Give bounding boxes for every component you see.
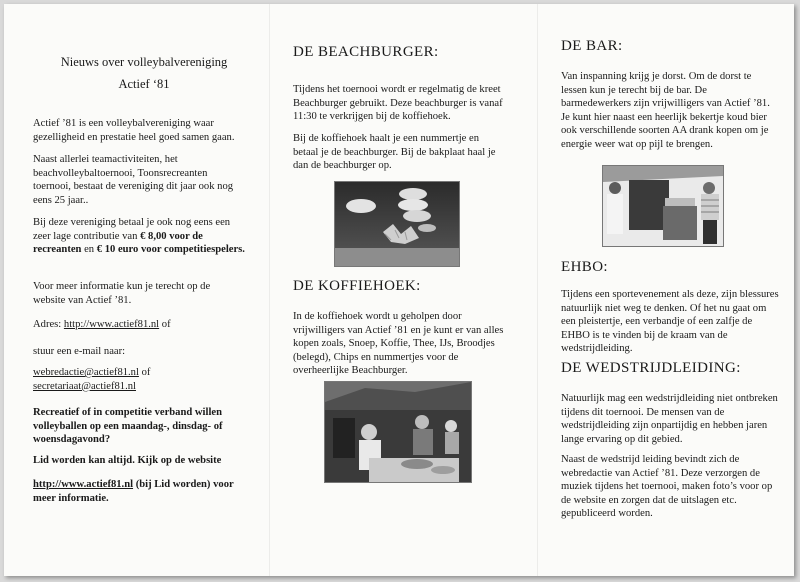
intro-bold-2: Lid worden kan altijd. Kijk op de website	[33, 455, 222, 466]
column-intro	[4, 4, 266, 576]
koffiehoek-image	[325, 382, 471, 482]
bar-paragraph: Van inspanning krijg je dorst. Om de dorst te lessen kun je terecht bij de bar. De barmedewerkers zijn vrijwilligers van Actief ’81. Je kunt hier naast een heerlijk bekertje koud bier ook verschillende soorten AA drank kopen om je energie weer wat op pijl te brengen.	[561, 71, 770, 150]
column-beachburger	[272, 4, 534, 576]
beachburger-paragraph-2: Bij de koffiehoek haalt je een nummertje en betaal je de beachburger. Bij de bakplaat haal je dan de beachburger op.	[293, 133, 496, 172]
wedstrijdleiding-paragraph-1: Natuurlijk mag een wedstrijdleiding niet ontbreken tijdens dit toernooi. De mensen van de wedstrijdleiding zijn onpartijdig en hebben jaren lange ervaring op dit gebied.	[561, 393, 778, 445]
heading-bar: DE BAR:	[561, 38, 623, 54]
photo-bakplaat	[334, 181, 460, 267]
heading-beachburger: DE BEACHBURGER:	[293, 44, 439, 60]
heading-ehbo: EHBO:	[561, 259, 608, 275]
lid-worden-text: (bij Lid worden) voor meer informatie.	[33, 479, 234, 504]
beachburger-paragraph-1: Tijdens het toernooi wordt er regelmatig de kreet Beachburger gebruikt. Deze beachburger is vanaf 11:30 te verkrijgen bij de koffiehoek.	[293, 84, 503, 123]
heading-wedstrijdleiding: DE WEDSTRIJDLEIDING:	[561, 360, 741, 376]
column-bar	[540, 4, 794, 576]
email-secretariaat[interactable]: secretariaat@actief81.nl	[33, 380, 136, 392]
mail-addresses	[33, 366, 253, 393]
brochure-sheet	[4, 4, 794, 576]
mail-intro: stuur een e-mail naar:	[33, 346, 126, 357]
website-link[interactable]: http://www.actief81.nl	[63, 319, 160, 330]
photo-koffiehoek	[324, 381, 472, 483]
fold-line-left	[269, 4, 270, 576]
bakplaat-image	[335, 182, 459, 266]
intro-paragraph-3	[33, 216, 245, 257]
intro-paragraph-2: Naast allerlei teamactiviteiten, het beachvolleybaltoernooi, Toonsrecreanten toernooi, bestaat de vereniging dit jaar ook nog eens 25 jaar..	[33, 154, 234, 206]
heading-koffiehoek: DE KOFFIEHOEK:	[293, 278, 421, 294]
intro-title	[44, 51, 244, 95]
price-recreanten: € 8,00 voor de recreanten	[33, 230, 203, 256]
lid-worden-link[interactable]: http://www.actief81.nl	[33, 479, 134, 490]
intro-paragraph-1: Actief ’81 is een volleybalvereniging waar gezelligheid en prestatie heel goed samen gaan.	[33, 118, 235, 143]
contributie-text: Bij deze vereniging betaal je ook nog eens een zeer lage contributie van	[33, 217, 231, 242]
adres-label: Adres:	[33, 319, 62, 330]
title-line-2: Actief ‘81	[118, 77, 170, 91]
koffiehoek-paragraph: In de koffiehoek wordt u geholpen door vrijwilligers van Actief ’81 en je kunt er van alles kopen zoals, Snoep, Koffie, Thee, IJs, Broodjes (belegd), Chips en nummertjes voor de overheerlijke Beachburger.	[293, 311, 504, 377]
intro-paragraph-4: Voor meer informatie kun je terecht op de website van Actief ’81.	[33, 281, 211, 306]
price-competitie: € 10 euro voor competitiespelers.	[96, 244, 245, 256]
intro-bold-3	[33, 478, 258, 505]
photo-bar	[602, 165, 724, 247]
email-webredactie[interactable]: webredactie@actief81.nl	[33, 367, 139, 378]
intro-bold-1: Recreatief of in competitie verband willen volleyballen op een maandag-, dinsdag- of woensdagavond?	[33, 407, 223, 446]
bar-image	[603, 166, 723, 246]
wedstrijdleiding-paragraph-2: Naast de wedstrijd leiding bevindt zich de webredactie van Actief ’81. Deze verzorgen de muziek tijdens het toernooi, maken foto’s voor op de website en zorgen dat de uitslagen etc. gepubliceerd worden.	[561, 454, 773, 520]
mail-of: of	[141, 367, 151, 378]
ehbo-paragraph: Tijdens een sportevenement als deze, zijn blessures natuurlijk niet weg te denken. Of het nu gaat om een pleistertje, een verbandje of een zalfje de EHBO is te vinden bij de kraam van de wedstrijdleiding.	[561, 289, 779, 355]
fold-line-right	[537, 4, 538, 576]
adres-line	[33, 318, 253, 332]
contributie-and: en	[84, 244, 95, 256]
title-line-1: Nieuws over volleybalvereniging	[60, 55, 228, 69]
adres-of: of	[161, 319, 171, 330]
